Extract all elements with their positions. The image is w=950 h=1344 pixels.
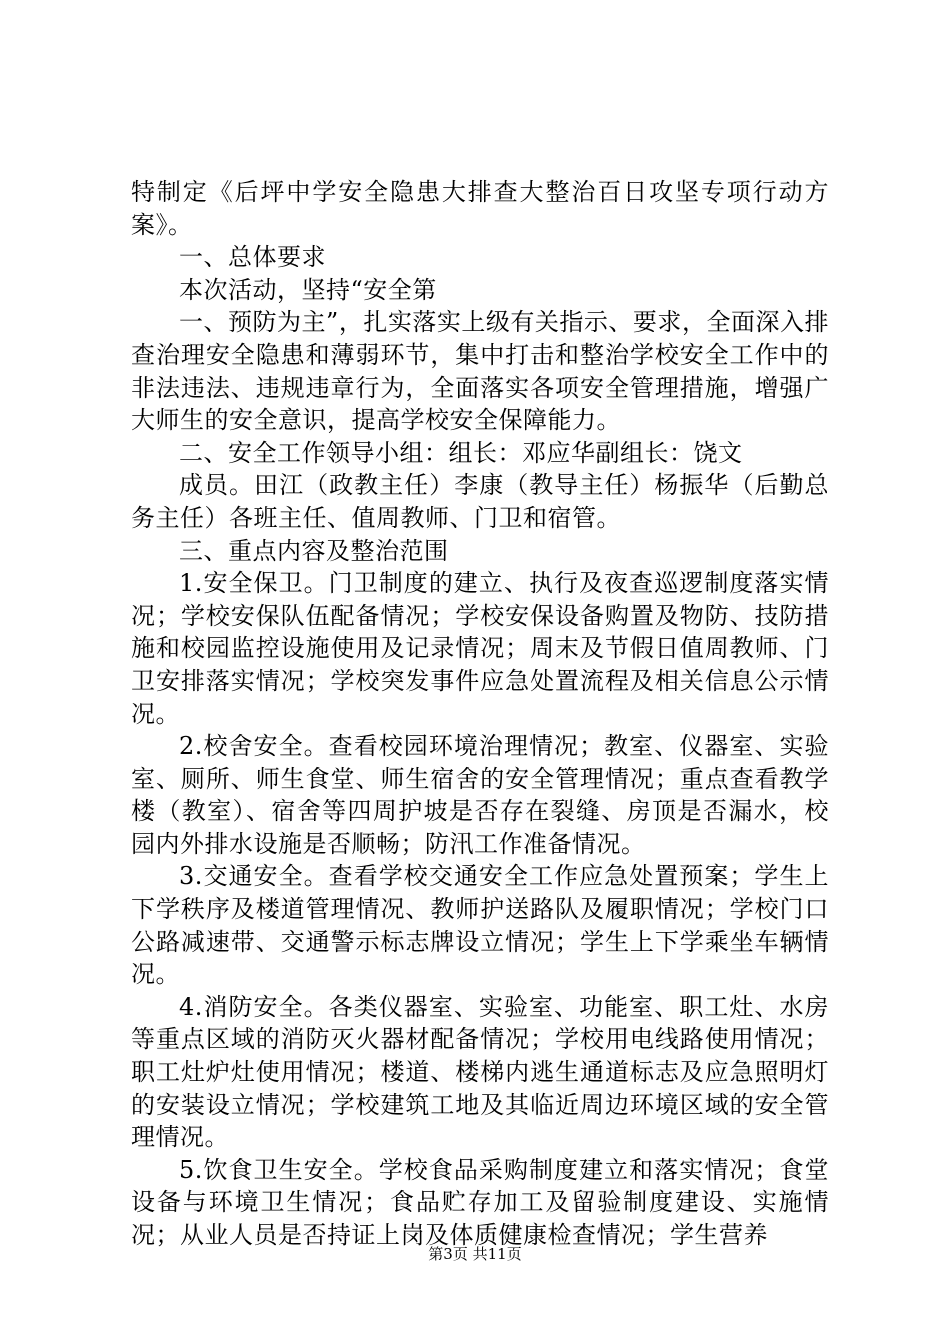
- item-building-safety: 2.校舍安全。查看校园环境治理情况；教室、仪器室、实验室、厕所、师生食堂、师生宿舍的安全管理情况；重点查看教学楼（教室）、宿舍等四周护坡是否存在裂缝、房顶是否漏水，校园内外排水设施是否顺畅；防汛工作准备情况。: [131, 732, 829, 858]
- heading-key-content: 三、重点内容及整治范围: [179, 536, 449, 565]
- heading-overall-requirements: 一、总体要求: [179, 243, 326, 272]
- page-number-footer: 第3页 共11页: [428, 1245, 522, 1263]
- document-body: [131, 176, 829, 1252]
- paragraph-intro: 特制定《后坪中学安全隐患大排查大整治百日攻坚专项行动方案》。: [131, 178, 829, 239]
- paragraph-prevention: 一、预防为主”，扎实落实上级有关指示、要求，全面深入排查治理安全隐患和薄弱环节，集中打击和整治学校安全工作中的非法违法、违规违章行为，全面落实各项安全管理措施，增强广大师生的安全意识，提高学校安全保障能力。: [131, 308, 829, 435]
- paragraph-activity: 本次活动，坚持“安全第: [179, 275, 437, 304]
- item-food-safety: 5.饮食卫生安全。学校食品采购制度建立和落实情况；食堂设备与环境卫生情况；食品贮存加工及留验制度建设、实施情况；从业人员是否持证上岗及体质健康检查情况；学生营养: [131, 1155, 829, 1249]
- paragraph-members: 成员。田江（政教主任）李康（教导主任）杨振华（后勤总务主任）各班主任、值周教师、门卫和宿管。: [131, 471, 829, 532]
- item-fire-safety: 4.消防安全。各类仪器室、实验室、功能室、职工灶、水房等重点区域的消防灭火器材配备情况；学校用电线路使用情况；职工灶炉灶使用情况；楼道、楼梯内逃生通道标志及应急照明灯的安装设立情况；学校建筑工地及其临近周边环境区域的安全管理情况。: [131, 992, 829, 1152]
- item-security: 1.安全保卫。门卫制度的建立、执行及夜查巡逻制度落实情况；学校安保队伍配备情况；学校安保设备购置及物防、技防措施和校园监控设施使用及记录情况；周末及节假日值周教师、门卫安排落实情况；学校突发事件应急处置流程及相关信息公示情况。: [131, 569, 829, 728]
- heading-leadership-group: 二、安全工作领导小组：组长：邓应华副组长：饶文: [179, 438, 743, 467]
- item-traffic-safety: 3.交通安全。查看学校交通安全工作应急处置预案；学生上下学秩序及楼道管理情况、教师护送路队及履职情况；学校门口公路减速带、交通警示标志牌设立情况；学生上下学乘坐车辆情况。: [131, 862, 829, 989]
